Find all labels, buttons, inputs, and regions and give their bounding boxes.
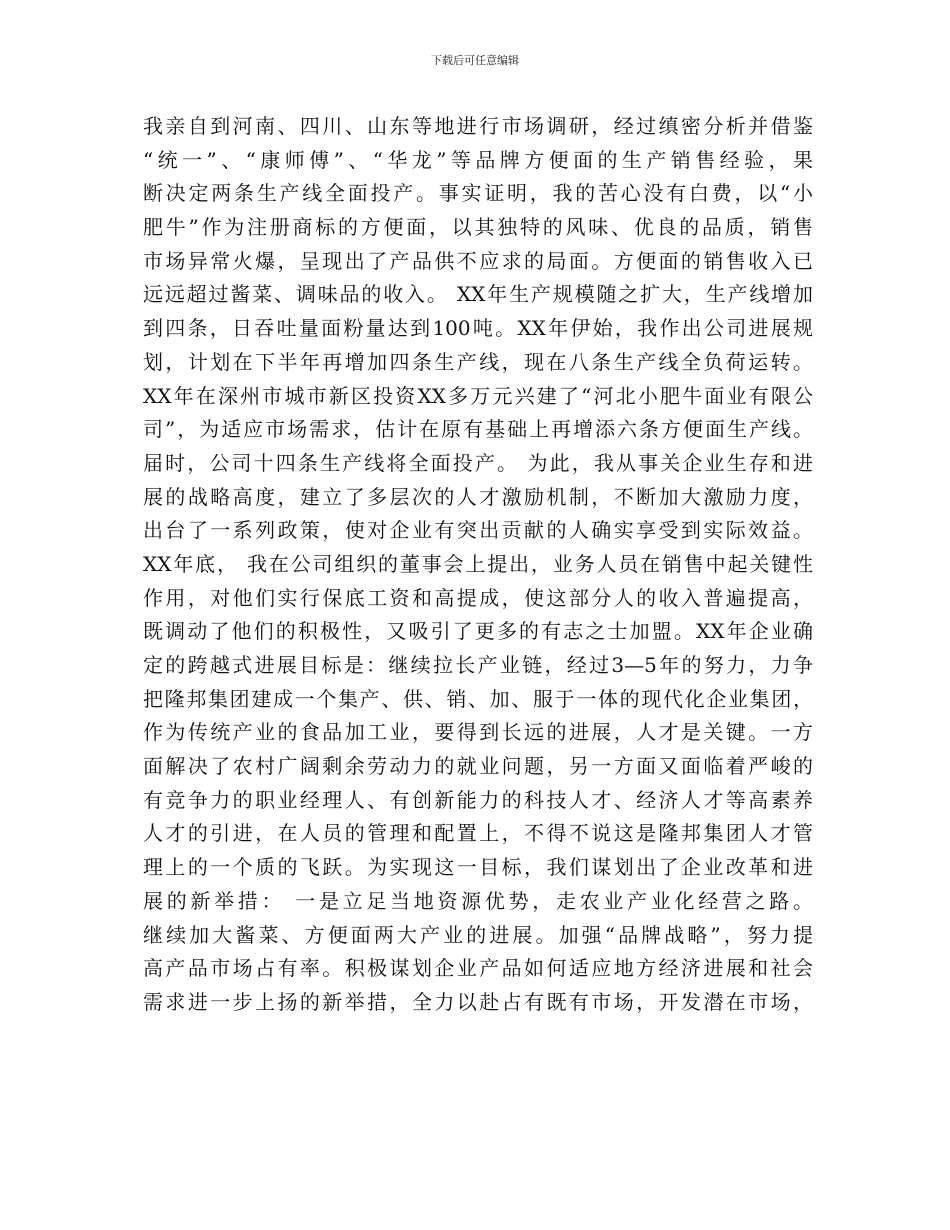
text-line: 我亲自到河南、四川、山东等地进行市场调研，经过缜密分析并借鉴 xyxy=(143,114,813,138)
text-line: 有竞争力的职业经理人、有创新能力的科技人才、经济人才等高素养 xyxy=(143,787,813,812)
text-line: 肥牛”作为注册商标的方便面，以其独特的风味、优良的品质，销售 xyxy=(143,215,813,240)
text-line: XX年在深州市城市新区投资XX多万元兴建了“河北小肥牛面业有限公 xyxy=(143,383,813,408)
text-line: “统一”、“康师傅”、“华龙”等品牌方便面的生产销售经验，果 xyxy=(143,147,813,172)
text-line: XX年底， 我在公司组织的董事会上提出，业务人员在销售中起关键性 xyxy=(143,551,813,576)
text-line: 划，计划在下半年再增加四条生产线，现在八条生产线全负荷运转。 xyxy=(143,349,813,374)
document-body xyxy=(143,110,813,1020)
text-line: 高产品市场占有率。积极谋划企业产品如何适应地方经济进展和社会 xyxy=(143,956,813,981)
text-line: 市场异常火爆，呈现出了产品供不应求的局面。方便面的销售收入已 xyxy=(143,248,813,273)
text-line: 届时，公司十四条生产线将全面投产。 为此，我从事关企业生存和进 xyxy=(143,450,813,475)
text-line: 展的新举措： 一是立足当地资源优势，走农业产业化经营之路。 xyxy=(143,888,813,913)
text-line: 把隆邦集团建成一个集产、供、销、加、服于一体的现代化企业集团， xyxy=(143,686,813,711)
text-line: 断决定两条生产线全面投产。事实证明，我的苦心没有白费，以“小 xyxy=(143,181,813,206)
text-line: 展的战略高度，建立了多层次的人才激励机制，不断加大激励力度， xyxy=(143,484,813,509)
text-line: 人才的引进，在人员的管理和配置上，不得不说这是隆邦集团人才管 xyxy=(143,821,813,846)
page-header: 下载后可任意编辑 xyxy=(431,54,519,67)
text-line: 继续加大酱菜、方便面两大产业的进展。加强“品牌战略”，努力提 xyxy=(143,922,813,947)
text-line: 到四条，日吞吐量面粉量达到100吨。XX年伊始，我作出公司进展规 xyxy=(143,316,813,341)
text-line: 需求进一步上扬的新举措，全力以赴占有既有市场，开发潜在市场， xyxy=(143,989,813,1014)
text-line: 既调动了他们的积极性，又吸引了更多的有志之士加盟。XX年企业确 xyxy=(143,619,813,644)
text-line: 面解决了农村广阔剩余劳动力的就业问题，另一方面又面临着严峻的 xyxy=(143,754,813,779)
text-line: 远远超过酱菜、调味品的收入。 XX年生产规模随之扩大，生产线增加 xyxy=(143,282,813,307)
text-line: 司”，为适应市场需求，估计在原有基础上再增添六条方便面生产线。 xyxy=(143,417,813,442)
text-line: 作用，对他们实行保底工资和高提成，使这部分人的收入普遍提高， xyxy=(143,585,813,610)
text-line: 作为传统产业的食品加工业，要得到长远的进展，人才是关键。一方 xyxy=(143,720,813,745)
text-line: 定的跨越式进展目标是：继续拉长产业链，经过3—5年的努力，力争 xyxy=(143,653,813,677)
text-line: 理上的一个质的飞跃。为实现这一目标，我们谋划出了企业改革和进 xyxy=(143,855,813,880)
text-line: 出台了一系列政策，使对企业有突出贡献的人确实享受到实际效益。 xyxy=(143,518,813,543)
